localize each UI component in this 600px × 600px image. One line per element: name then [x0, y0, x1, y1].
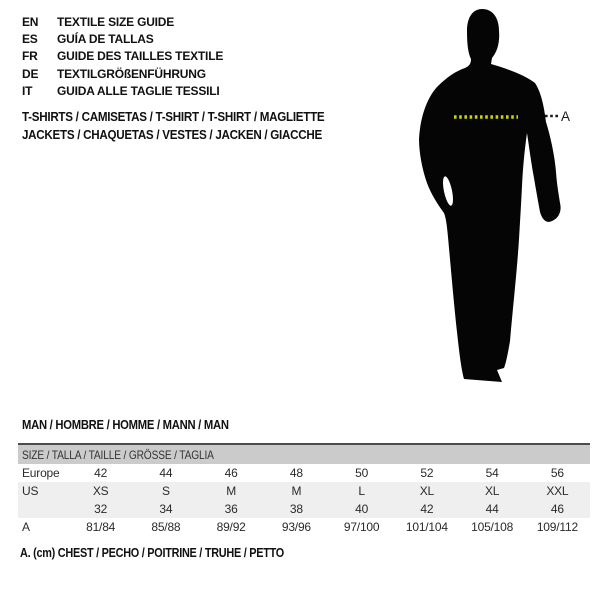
- row-label-europe: Europe: [22, 466, 60, 480]
- size-table-header-text: SIZE / TALLA / TAILLE / GRÖSSE / TAGLIA: [22, 447, 214, 462]
- size-cell: 44: [460, 500, 525, 518]
- size-table: [18, 443, 590, 536]
- language-label: GUIDE DES TAILLES TEXTILE: [57, 49, 224, 64]
- size-cell: 36: [199, 500, 264, 518]
- language-code: DE: [22, 66, 39, 81]
- language-code: IT: [22, 84, 33, 99]
- language-row-de: [22, 65, 223, 82]
- size-cell: 93/96: [281, 520, 311, 534]
- size-cell: M: [264, 482, 329, 500]
- size-cell: 85/88: [151, 520, 181, 534]
- arm-body-gap: [441, 175, 455, 206]
- language-list: [22, 13, 223, 100]
- size-cell: 81/84: [86, 520, 116, 534]
- section-title-man: MAN / HOMBRE / HOMME / MANN / MAN: [22, 418, 229, 432]
- table-row-europe: [18, 464, 590, 482]
- size-cell: 42: [94, 466, 108, 480]
- table-row-chest-cm: [18, 518, 590, 536]
- size-cell: XL: [394, 482, 459, 500]
- size-cell: 32: [68, 500, 133, 518]
- size-cell: 109/112: [536, 520, 578, 534]
- size-cell: 42: [394, 500, 459, 518]
- size-cell: XXL: [525, 482, 590, 500]
- size-cell: XS: [68, 482, 133, 500]
- category-jackets: JACKETS / CHAQUETAS / VESTES / JACKEN / GIACCHE: [22, 127, 322, 142]
- size-cell: 48: [289, 466, 303, 480]
- table-row-us: [18, 482, 590, 500]
- language-row-es: [22, 30, 223, 47]
- man-silhouette: [419, 9, 561, 382]
- size-cell: 40: [329, 500, 394, 518]
- language-row-en: [22, 13, 223, 30]
- language-code: FR: [22, 49, 38, 64]
- size-cell: 38: [264, 500, 329, 518]
- row-label-a: A: [22, 520, 30, 534]
- size-cell: 101/104: [405, 520, 448, 534]
- language-row-fr: [22, 48, 223, 65]
- language-code: ES: [22, 32, 38, 47]
- language-code: EN: [22, 14, 39, 29]
- size-cell: 44: [159, 466, 173, 480]
- size-cell: L: [329, 482, 394, 500]
- size-cell: S: [133, 482, 198, 500]
- size-table-header-cell: [18, 444, 590, 464]
- size-cell: 52: [420, 466, 434, 480]
- category-tshirts: T-SHIRTS / CAMISETAS / T-SHIRT / T-SHIRT / MAGLIETTE: [22, 110, 325, 124]
- row-label-us: US: [18, 482, 68, 500]
- size-cell: 89/92: [216, 520, 246, 534]
- size-cell: 105/108: [471, 520, 514, 534]
- language-row-it: [22, 83, 223, 100]
- language-label: TEXTILGRÖßENFÜHRUNG: [57, 66, 206, 81]
- size-cell: XL: [460, 482, 525, 500]
- language-label: GUÍA DE TALLAS: [57, 32, 154, 47]
- row-label-blank: [18, 500, 68, 518]
- size-cell: 50: [355, 466, 369, 480]
- size-cell: 34: [133, 500, 198, 518]
- size-cell: 54: [485, 466, 499, 480]
- footnote-chest: A. (cm) CHEST / PECHO / POITRINE / TRUHE / PETTO: [20, 546, 285, 560]
- language-label: GUIDA ALLE TAGLIE TESSILI: [57, 84, 220, 99]
- size-cell: 46: [525, 500, 590, 518]
- table-row-us-numeric: [18, 500, 590, 518]
- size-table-header-row: [18, 444, 590, 464]
- size-cell: 97/100: [343, 520, 380, 534]
- size-cell: 46: [224, 466, 238, 480]
- language-label: TEXTILE SIZE GUIDE: [57, 14, 175, 29]
- category-heading: [22, 109, 324, 144]
- size-cell: 56: [550, 466, 564, 480]
- size-cell: M: [199, 482, 264, 500]
- measure-label-a: A: [561, 109, 571, 124]
